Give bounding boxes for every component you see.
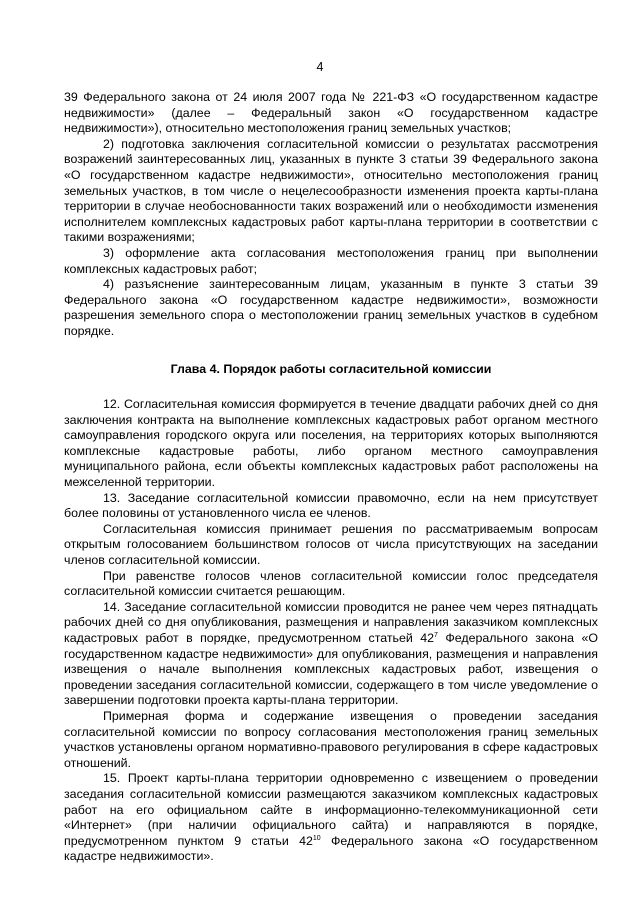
chapter-title: Глава 4. Порядок работы согласительной комиссии [170, 361, 492, 376]
superscript-10: 10 [312, 834, 321, 842]
paragraph-item-3: 3) оформление акта согласования местоположения границ при выполнении комплексных кадастровых работ; [64, 245, 598, 276]
paragraph-item-4: 4) разъяснение заинтересованным лицам, указанным в пункте 3 статьи 39 Федерального закона «О государственном кадастре недвижимости», возможности разрешения земельного спора о местоположении границ земельных участков в судебном порядке. [64, 277, 598, 338]
paragraph-14 [64, 600, 598, 709]
paragraph-13-decisions: Согласительная комиссия принимает решения по рассматриваемым вопросам открытым голосованием большинством голосов от числа присутствующих на заседании членов согласительной комиссии. [64, 521, 598, 568]
paragraph-15-text-b: Федерального закона «О государственном кадастре недвижимости». [64, 833, 598, 864]
paragraph-14-text-b: Федерального закона «О государственном кадастре недвижимости» для опубликования, размещения и направления извещения о начале выполнения комплексных кадастровых работ, извещения о проведении заседания согласительной комиссии, содержащего в том числе уведомление о завершении подготовки проекта карты-плана территории. [64, 631, 598, 708]
paragraph-15 [64, 771, 598, 865]
paragraph-14-text-a: 14. Заседание согласительной комиссии проводится не ранее чем через пятнадцать рабочих дней со дня опубликования, размещения и направления заказчиком комплексных кадастровых работ в порядке, предусмотренном статьей 42 [64, 599, 598, 645]
page-number: 4 [316, 60, 324, 74]
paragraph-15-text-a: 15. Проект карты-плана территории одновременно с извещением о проведении заседания согласительной комиссии размещаются заказчиком комплексных кадастровых работ на его официальном сайте в информационно-телекоммуникационной сети «Интернет» (при наличии официального сайта) и направляются в порядке, предусмотренном пунктом 9 статьи 42 [64, 771, 598, 848]
paragraph-13-tie-vote: При равенстве голосов членов согласительной комиссии голос председателя согласительной комиссии считается решающим. [64, 568, 598, 599]
document-body [64, 90, 598, 865]
paragraph-item-2: 2) подготовка заключения согласительной комиссии о результатах рассмотрения возражений заинтересованных лиц, указанных в пункте 3 статьи 39 Федерального закона «О государственном кадастре недвижимости», относительно местоположения границ земельных участков, в том числе о нецелесообразности изменения проекта карты-плана территории в случае необоснованности таких возражений или о необходимости изменения исполнителем комплексных кадастровых работ карты-плана территории в соответствии с такими возражениями; [64, 136, 598, 245]
paragraph-12: 12. Согласительная комиссия формируется в течение двадцати рабочих дней со дня заключения контракта на выполнение комплексных кадастровых работ органом местного самоуправления городского округа или поселения, на территориях которых выполняются комплексные кадастровые работы, либо органом местного самоуправления муниципального района, если объекты комплексных кадастровых работ расположены на межселенной территории. [64, 397, 598, 490]
paragraph-13: 13. Заседание согласительной комиссии правомочно, если на нем присутствует более половины от установленного числа ее членов. [64, 490, 598, 521]
superscript-7: 7 [434, 632, 438, 639]
paragraph-continuation: 39 Федерального закона от 24 июля 2007 года № 221-ФЗ «О государственном кадастре недвижимости» (далее – Федеральный закон «О государственном кадастре недвижимости»), относительно местоположения границ земельных участков; [64, 90, 598, 136]
paragraph-14-note: Примерная форма и содержание извещения о проведении заседания согласительной комиссии по вопросу согласования местоположения границ земельных участков установлены органом нормативно-правового регулирования в сфере кадастровых отношений. [64, 708, 598, 770]
